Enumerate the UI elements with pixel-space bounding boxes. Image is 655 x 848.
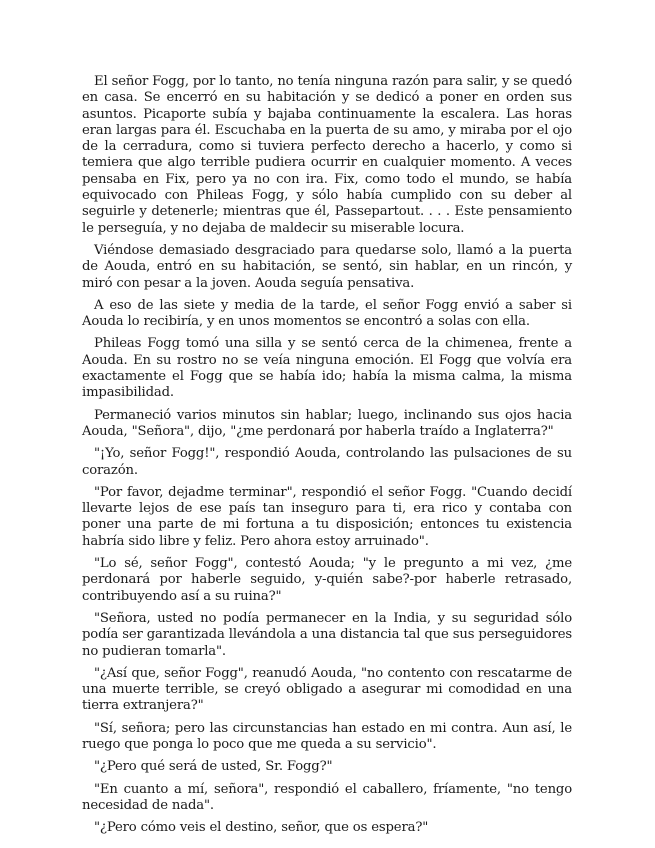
paragraph: Phileas Fogg tomó una silla y se sentó cerca de la chimenea, frente a Aouda. En su rostro no se veía ninguna emoción. El Fogg que volvía era exactamente el Fogg que se había ido; había la misma calma, la misma impasibilidad. (82, 336, 572, 401)
paragraph: "Por favor, dejadme terminar", respondió el señor Fogg. "Cuando decidí llevarte lejos de ese país tan inseguro para ti, era rico y contaba con poner una parte de mi fortuna a tu disposición; entonces tu existencia habría sido libre y feliz. Pero ahora estoy arruinado". (82, 484, 572, 549)
paragraph: "En cuanto a mí, señora", respondió el caballero, fríamente, "no tengo necesidad de nada". (82, 781, 572, 813)
paragraph: "¿Así que, señor Fogg", reanudó Aouda, "no contento con rescatarme de una muerte terrible, se creyó obligado a asegurar mi comodidad en una tierra extranjera?" (82, 665, 572, 714)
page-body (82, 74, 572, 842)
paragraph: "¿Pero cómo veis el destino, señor, que os espera?" (94, 820, 429, 836)
paragraph: "Lo sé, señor Fogg", contestó Aouda; "y le pregunto a mi vez, ¿me perdonará por haberle seguido, y-quién sabe?-por haberle retrasado, contribuyendo así a su ruina?" (82, 556, 572, 604)
paragraph: "¿Pero qué será de usted, Sr. Fogg?" (94, 759, 333, 775)
paragraph: Permaneció varios minutos sin hablar; luego, inclinando sus ojos hacia Aouda, "Señora", dijo, "¿me perdonará por haberla traído a Inglaterra?" (82, 407, 572, 439)
paragraph: "Sí, señora; pero las circunstancias han estado en mi contra. Aun así, le ruego que ponga lo poco que me queda a su servicio". (82, 720, 572, 752)
paragraph: Viéndose demasiado desgraciado para quedarse solo, llamó a la puerta de Aouda, entró en su habitación, se sentó, sin hablar, en un rincón, y miró con pesar a la joven. Aouda seguía pensativa. (82, 242, 572, 291)
paragraph: "¡Yo, señor Fogg!", respondió Aouda, controlando las pulsaciones de su corazón. (82, 446, 572, 478)
paragraph: El señor Fogg, por lo tanto, no tenía ninguna razón para salir, y se quedó en casa. Se encerró en su habitación y se dedicó a poner en orden sus asuntos. Picaporte subía y bajaba continuamente la escalera. Las horas eran largas para él. Escuchaba en la puerta de su amo, y miraba por el ojo de la cerradura, como si tuviera perfecto derecho a hacerlo, y como si temiera que algo terrible pudiera ocurrir en cualquier momento. A veces pensaba en Fix, pero ya no con ira. Fix, como todo el mundo, se había equivocado con Phileas Fogg, y sólo había cumplido con su deber al seguirle y detenerle; mientras que él, Passepartout. . . . Este pensamiento le perseguía, y no dejaba de maldecir su miserable locura. (82, 74, 572, 236)
paragraph: "Señora, usted no podía permanecer en la India, y su seguridad sólo podía ser garantizada llevándola a una distancia tal que sus perseguidores no pudieran tomarla". (82, 610, 572, 659)
paragraph: A eso de las siete y media de la tarde, el señor Fogg envió a saber si Aouda lo recibiría, y en unos momentos se encontró a solas con ella. (82, 297, 572, 330)
